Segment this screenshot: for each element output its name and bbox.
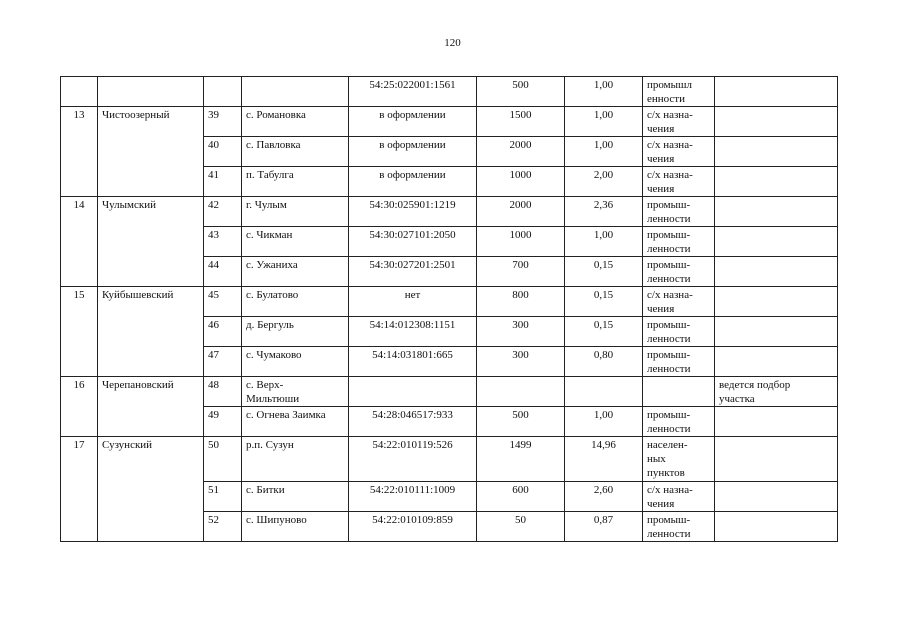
plot-index-cell: 51	[204, 482, 242, 512]
land-category-cell: с/х назна- чения	[643, 137, 715, 167]
area-cell: 2000	[477, 137, 565, 167]
district-name-cell	[98, 77, 204, 107]
note-cell	[715, 77, 838, 107]
table-row	[61, 77, 838, 107]
district-name-cell: Чистоозерный	[98, 107, 204, 197]
note-cell	[715, 317, 838, 347]
page-number: 120	[444, 37, 461, 49]
hectares-cell: 14,96	[565, 437, 643, 482]
note-cell	[715, 512, 838, 542]
area-cell: 50	[477, 512, 565, 542]
note-cell	[715, 287, 838, 317]
cadastral-number-cell: 54:30:025901:1219	[349, 197, 477, 227]
settlement-cell: с. Ужаниха	[242, 257, 349, 287]
area-cell: 1000	[477, 227, 565, 257]
land-category-cell: промыш- ленности	[643, 257, 715, 287]
table-row	[61, 287, 838, 317]
table-row	[61, 377, 838, 407]
cadastral-number-cell: 54:30:027101:2050	[349, 227, 477, 257]
hectares-cell: 1,00	[565, 137, 643, 167]
plot-index-cell: 48	[204, 377, 242, 407]
area-cell: 600	[477, 482, 565, 512]
hectares-cell: 1,00	[565, 227, 643, 257]
note-cell	[715, 137, 838, 167]
hectares-cell: 0,15	[565, 317, 643, 347]
land-category-cell: населен- ных пунктов	[643, 437, 715, 482]
land-category-cell: промышл енности	[643, 77, 715, 107]
plot-index-cell: 49	[204, 407, 242, 437]
hectares-cell: 2,60	[565, 482, 643, 512]
district-number-cell: 14	[61, 197, 98, 287]
settlement-cell: д. Бергуль	[242, 317, 349, 347]
land-category-cell: с/х назна- чения	[643, 287, 715, 317]
settlement-cell: с. Булатово	[242, 287, 349, 317]
hectares-cell: 0,80	[565, 347, 643, 377]
hectares-cell: 1,00	[565, 77, 643, 107]
settlement-cell: п. Табулга	[242, 167, 349, 197]
land-category-cell	[643, 377, 715, 407]
cadastral-number-cell: нет	[349, 287, 477, 317]
plot-index-cell: 42	[204, 197, 242, 227]
settlement-cell: с. Романовка	[242, 107, 349, 137]
settlement-cell: с. Шипуново	[242, 512, 349, 542]
settlement-cell	[242, 77, 349, 107]
district-number-cell: 17	[61, 437, 98, 542]
settlement-cell: р.п. Сузун	[242, 437, 349, 482]
cadastral-number-cell: 54:14:031801:665	[349, 347, 477, 377]
land-category-cell: промыш- ленности	[643, 407, 715, 437]
note-cell	[715, 107, 838, 137]
area-cell: 500	[477, 77, 565, 107]
note-cell: ведется подбор участка	[715, 377, 838, 407]
land-category-cell: с/х назна- чения	[643, 107, 715, 137]
land-category-cell: промыш- ленности	[643, 317, 715, 347]
plot-index-cell: 40	[204, 137, 242, 167]
hectares-cell: 2,00	[565, 167, 643, 197]
settlement-cell: с. Верх- Мильтюши	[242, 377, 349, 407]
cadastral-number-cell: в оформлении	[349, 167, 477, 197]
cadastral-number-cell: 54:22:010111:1009	[349, 482, 477, 512]
hectares-cell: 0,15	[565, 257, 643, 287]
land-category-cell: с/х назна- чения	[643, 482, 715, 512]
hectares-cell: 2,36	[565, 197, 643, 227]
cadastral-number-cell: в оформлении	[349, 137, 477, 167]
plot-index-cell	[204, 77, 242, 107]
area-cell: 700	[477, 257, 565, 287]
district-number-cell: 15	[61, 287, 98, 377]
note-cell	[715, 347, 838, 377]
note-cell	[715, 482, 838, 512]
plot-index-cell: 43	[204, 227, 242, 257]
land-plots-table	[60, 76, 838, 542]
note-cell	[715, 407, 838, 437]
cadastral-number-cell: в оформлении	[349, 107, 477, 137]
land-category-cell: промыш- ленности	[643, 227, 715, 257]
cadastral-number-cell	[349, 377, 477, 407]
district-name-cell: Сузунский	[98, 437, 204, 542]
cadastral-number-cell: 54:22:010109:859	[349, 512, 477, 542]
note-cell	[715, 227, 838, 257]
plot-index-cell: 46	[204, 317, 242, 347]
area-cell: 500	[477, 407, 565, 437]
settlement-cell: с. Огнева Заимка	[242, 407, 349, 437]
settlement-cell: с. Чикман	[242, 227, 349, 257]
cadastral-number-cell: 54:22:010119:526	[349, 437, 477, 482]
cadastral-number-cell: 54:28:046517:933	[349, 407, 477, 437]
hectares-cell: 0,15	[565, 287, 643, 317]
note-cell	[715, 257, 838, 287]
plot-index-cell: 45	[204, 287, 242, 317]
hectares-cell	[565, 377, 643, 407]
hectares-cell: 1,00	[565, 107, 643, 137]
plot-index-cell: 52	[204, 512, 242, 542]
plot-index-cell: 47	[204, 347, 242, 377]
area-cell: 1500	[477, 107, 565, 137]
hectares-cell: 0,87	[565, 512, 643, 542]
note-cell	[715, 167, 838, 197]
district-name-cell: Черепановский	[98, 377, 204, 437]
plot-index-cell: 44	[204, 257, 242, 287]
settlement-cell: с. Битки	[242, 482, 349, 512]
land-category-cell: промыш- ленности	[643, 197, 715, 227]
settlement-cell: г. Чулым	[242, 197, 349, 227]
district-number-cell: 13	[61, 107, 98, 197]
area-cell	[477, 377, 565, 407]
note-cell	[715, 197, 838, 227]
table-row	[61, 107, 838, 137]
district-name-cell: Чулымский	[98, 197, 204, 287]
cadastral-number-cell: 54:14:012308:1151	[349, 317, 477, 347]
area-cell: 800	[477, 287, 565, 317]
land-category-cell: промыш- ленности	[643, 347, 715, 377]
land-category-cell: промыш- ленности	[643, 512, 715, 542]
cadastral-number-cell: 54:30:027201:2501	[349, 257, 477, 287]
plot-index-cell: 50	[204, 437, 242, 482]
area-cell: 300	[477, 347, 565, 377]
settlement-cell: с. Павловка	[242, 137, 349, 167]
area-cell: 1499	[477, 437, 565, 482]
area-cell: 2000	[477, 197, 565, 227]
land-category-cell: с/х назна- чения	[643, 167, 715, 197]
district-number-cell	[61, 77, 98, 107]
note-cell	[715, 437, 838, 482]
district-number-cell: 16	[61, 377, 98, 437]
cadastral-number-cell: 54:25:022001:1561	[349, 77, 477, 107]
area-cell: 300	[477, 317, 565, 347]
district-name-cell: Куйбышевский	[98, 287, 204, 377]
plot-index-cell: 39	[204, 107, 242, 137]
area-cell: 1000	[477, 167, 565, 197]
table-row	[61, 437, 838, 482]
hectares-cell: 1,00	[565, 407, 643, 437]
settlement-cell: с. Чумаково	[242, 347, 349, 377]
plot-index-cell: 41	[204, 167, 242, 197]
table-row	[61, 197, 838, 227]
